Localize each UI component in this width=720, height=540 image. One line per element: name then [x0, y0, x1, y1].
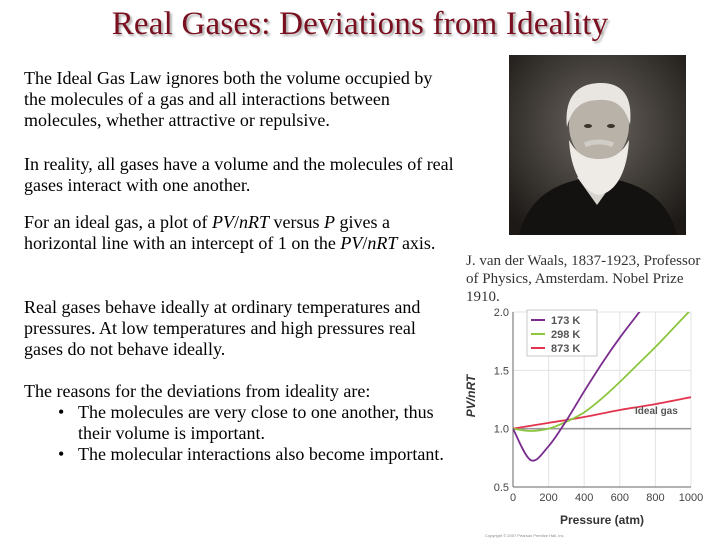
- reasons-list: [24, 402, 456, 465]
- portrait-illustration: [509, 55, 686, 235]
- x-tick-label: 800: [646, 492, 665, 504]
- x-tick-label: 1000: [678, 492, 704, 504]
- portrait-caption: J. van der Waals, 1837-1923, Professor of Physics, Amsterdam. Nobel Prize 1910.: [466, 253, 701, 305]
- ideal-gas-annotation: Ideal gas: [635, 406, 678, 417]
- x-tick-label: 0: [509, 492, 517, 504]
- text-nrt: nRT: [367, 233, 398, 253]
- copyright-text: Copyright © 2007 Pearson Prentice Hall, Inc.: [485, 533, 565, 538]
- text-slash: /: [233, 212, 239, 232]
- paragraph-reasons: [24, 381, 456, 465]
- y-axis-label: PV/nRT: [464, 374, 478, 418]
- text-nrt: nRT: [238, 212, 269, 232]
- paragraph-real-gases: Real gases behave ideally at ordinary temperatures and pressures. At low temperatures and high pressures real gases do not behave ideally.: [24, 297, 421, 359]
- bullet-dot-icon: •: [58, 402, 65, 422]
- y-tick-label: 2.0: [493, 307, 509, 319]
- chart-legend: [527, 310, 597, 356]
- text-slash: /: [362, 233, 368, 253]
- x-tick-label: 400: [575, 492, 594, 504]
- x-tick-label: 200: [539, 492, 558, 504]
- x-axis-label: Pressure (atm): [559, 513, 645, 527]
- pv-nrt-chart: [455, 300, 717, 540]
- paragraph-ideal-plot: [24, 212, 456, 254]
- text-pv: PV: [340, 233, 363, 253]
- paragraph-reality: In reality, all gases have a volume and the molecules of real gases interact with one another.: [24, 154, 454, 195]
- paragraph-ideal-gas-law: The Ideal Gas Law ignores both the volume occupied by the molecules of a gas and all interactions between molecules, whether attractive or repulsive.: [24, 68, 433, 130]
- legend-label: 873 K: [551, 343, 581, 355]
- bullet-item: [58, 444, 456, 465]
- y-tick-label: 1.0: [493, 423, 509, 436]
- text-p: P: [324, 212, 335, 232]
- bullet-item: [58, 402, 456, 444]
- y-tick-label: 0.5: [493, 482, 509, 494]
- bullet-dot-icon: •: [58, 444, 65, 464]
- slide-title: Real Gases: Deviations from Ideality: [111, 6, 609, 42]
- text-run: gives a horizontal line with an intercept of 1 on the: [24, 212, 390, 253]
- portrait-photo: [509, 55, 686, 235]
- legend-label: 298 K: [551, 329, 581, 341]
- text-run: versus: [269, 212, 324, 232]
- text-run: axis.: [397, 233, 436, 253]
- bullet-text: The molecules are very close to one another, thus their volume is important.: [78, 402, 434, 443]
- legend-label: 173 K: [551, 315, 581, 327]
- text-pv: PV: [211, 212, 234, 232]
- reasons-intro: The reasons for the deviations from ideality are:: [24, 381, 371, 401]
- text-run: For an ideal gas, a plot of: [24, 212, 212, 232]
- x-tick-label: 600: [610, 492, 629, 504]
- y-tick-label: 1.5: [493, 365, 509, 378]
- bullet-text: The molecular interactions also become important.: [78, 444, 444, 464]
